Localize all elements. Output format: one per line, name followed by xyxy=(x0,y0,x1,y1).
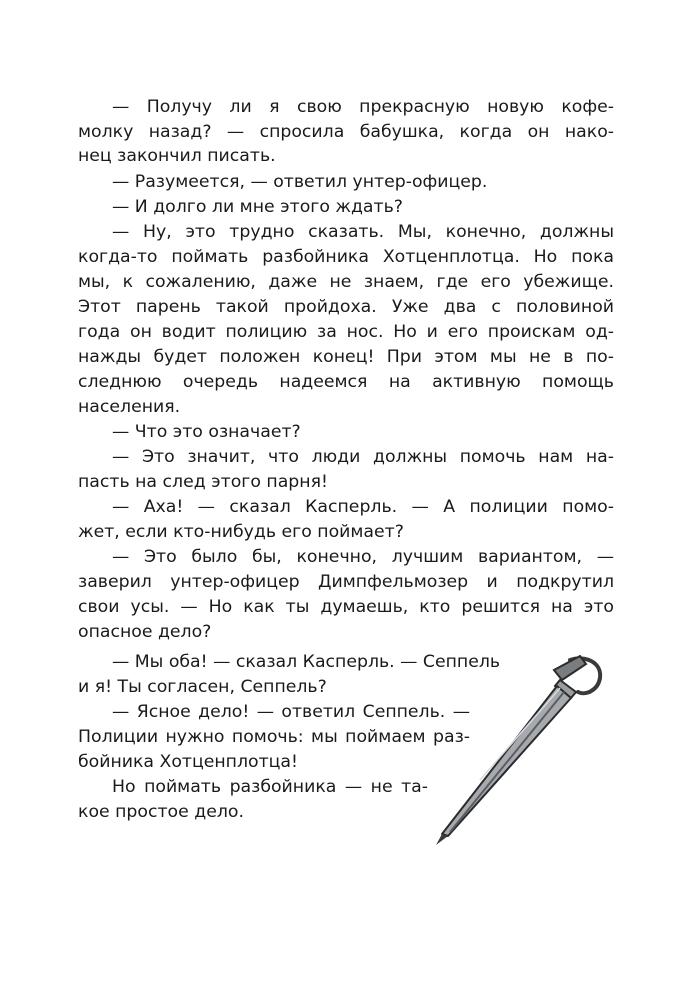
text-line: — Ну, это трудно сказать. Мы, конечно, должны xyxy=(112,222,614,242)
text-line: нец закончил писать. xyxy=(78,146,276,166)
text-line: — Разумеется, — ответил унтер-офицер. xyxy=(112,172,488,192)
text-line: Но поймать разбойника — не та- xyxy=(112,777,428,797)
text-line: мы, к сожалению, даже не знаем, где его убежище. xyxy=(78,272,614,292)
text-line: — Это было бы, конечно, лучшим вариантом, — xyxy=(112,547,614,567)
text-line: — Это значит, что люди должны помочь нам на- xyxy=(112,447,614,467)
text-line: — Ясное дело! — ответил Сеппель. — xyxy=(112,702,470,722)
text-line: Полиции нужно помочь: мы поймаем раз- xyxy=(78,727,470,747)
text-line: опасное дело? xyxy=(78,622,212,642)
text-line: — Мы оба! — сказал Касперль. — Сеппель xyxy=(112,652,501,672)
text-line: — Что это означает? xyxy=(112,422,301,442)
text-line: — Получу ли я свою прекрасную новую кофе- xyxy=(112,97,614,117)
text-line: заверил унтер-офицер Димпфельмозер и подкрутил xyxy=(78,572,614,592)
text-line: свои усы. — Но как ты думаешь, кто решится на это xyxy=(78,597,614,617)
text-line: нажды будет положен конец! При этом мы не в по- xyxy=(78,347,614,367)
text-line: населения. xyxy=(78,397,181,417)
text-line: следнюю очередь надеемся на активную помощь xyxy=(78,372,614,392)
text-line: молку назад? — спросила бабушка, когда он нако- xyxy=(78,122,614,142)
text-line: и я! Ты согласен, Сеппель? xyxy=(78,677,327,697)
text-line: кое простое дело. xyxy=(78,802,244,822)
text-line: пасть на след этого парня! xyxy=(78,472,328,492)
text-line: года он водит полицию за нос. Но и его проискам од- xyxy=(78,322,614,342)
text-line: Этот парень такой пройдоха. Уже два с половиной xyxy=(78,297,614,317)
text-line: когда-то поймать разбойника Хотценплотца. Но пока xyxy=(78,247,614,267)
text-line: — Аха! — сказал Касперль. — А полиции помо- xyxy=(112,497,614,517)
dagger-icon xyxy=(420,640,620,850)
text-line: жет, если кто-нибудь его поймает? xyxy=(78,522,404,542)
text-line: бойника Хотценплотца! xyxy=(78,752,298,772)
text-line: — И долго ли мне этого ждать? xyxy=(112,197,403,217)
